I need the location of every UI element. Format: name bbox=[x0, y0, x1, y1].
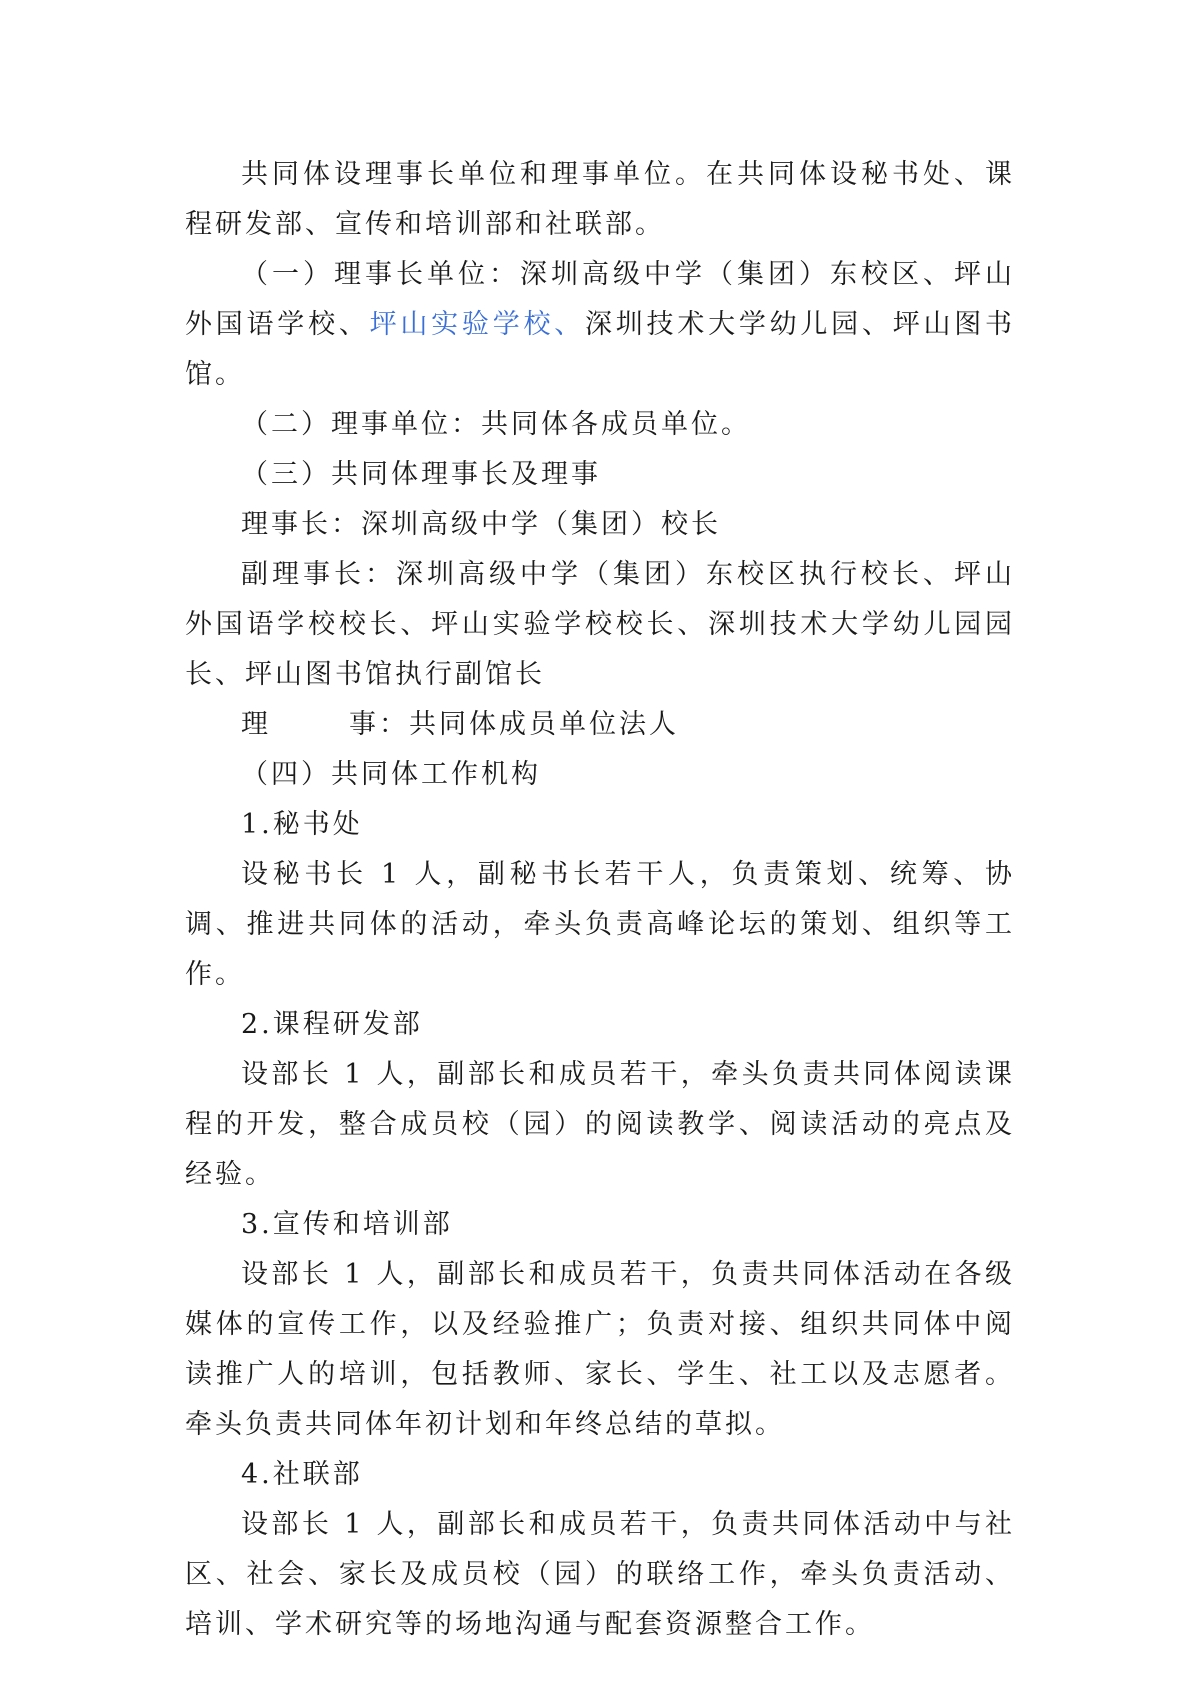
paragraph-council-setup: 共同体设理事长单位和理事单位。在共同体设秘书处、课程研发部、宣传和培训部和社联部。 bbox=[185, 159, 1015, 240]
paragraph-community-liaison-dept: 设部长 1 人，副部长和成员若干，负责共同体活动中与社区、社会、家长及成员校（园）的联络工作，牵头负责活动、培训、学术研究等的场地沟通与配套资源整合工作。 bbox=[185, 1509, 1015, 1640]
paragraph-chair-units bbox=[185, 250, 1015, 400]
heading-curriculum-dept: 2.课程研发部 bbox=[241, 1009, 423, 1040]
paragraph-chairman: 理事长：深圳高级中学（集团）校长 bbox=[241, 509, 721, 540]
paragraph-secretariat: 设秘书长 1 人，副秘书长若干人，负责策划、统筹、协调、推进共同体的活动，牵头负责高峰论坛的策划、组织等工作。 bbox=[185, 859, 1015, 990]
paragraph-council-members bbox=[185, 700, 1015, 750]
paragraph-vice-chairman: 副理事长：深圳高级中学（集团）东校区执行校长、坪山外国语学校校长、坪山实验学校校长、深圳技术大学幼儿园园长、坪山图书馆执行副馆长 bbox=[185, 559, 1015, 690]
paragraph-publicity-training-dept: 设部长 1 人，副部长和成员若干，负责共同体活动在各级媒体的宣传工作，以及经验推广；负责对接、组织共同体中阅读推广人的培训，包括教师、家长、学生、社工以及志愿者。牵头负责共同体年初计划和年终总结的草拟。 bbox=[185, 1259, 1015, 1440]
heading-chair-and-members: （三）共同体理事长及理事 bbox=[241, 459, 601, 490]
paragraph-curriculum-dept: 设部长 1 人，副部长和成员若干，牵头负责共同体阅读课程的开发，整合成员校（园）的阅读教学、阅读活动的亮点及经验。 bbox=[185, 1059, 1015, 1190]
pingshan-experimental-school-link[interactable]: 坪山实验学校、 bbox=[369, 309, 586, 340]
council-member-label-b: 事：共同体成员单位法人 bbox=[349, 709, 679, 740]
heading-publicity-training-dept: 3.宣传和培训部 bbox=[241, 1209, 453, 1240]
chair-units-text-b: 深圳技术大学幼儿园、坪山图书馆。 bbox=[185, 309, 1016, 390]
heading-secretariat: 1.秘书处 bbox=[241, 809, 363, 840]
paragraph-council-units: （二）理事单位：共同体各成员单位。 bbox=[241, 409, 751, 440]
document-body bbox=[185, 150, 1015, 1650]
heading-community-liaison-dept: 4.社联部 bbox=[241, 1459, 363, 1490]
chair-units-text-a: （一）理事长单位：深圳高级中学（集团）东校区、坪山外国语学校、 bbox=[185, 259, 1015, 340]
council-member-label-a: 理 bbox=[241, 709, 271, 740]
heading-working-bodies: （四）共同体工作机构 bbox=[241, 759, 541, 790]
